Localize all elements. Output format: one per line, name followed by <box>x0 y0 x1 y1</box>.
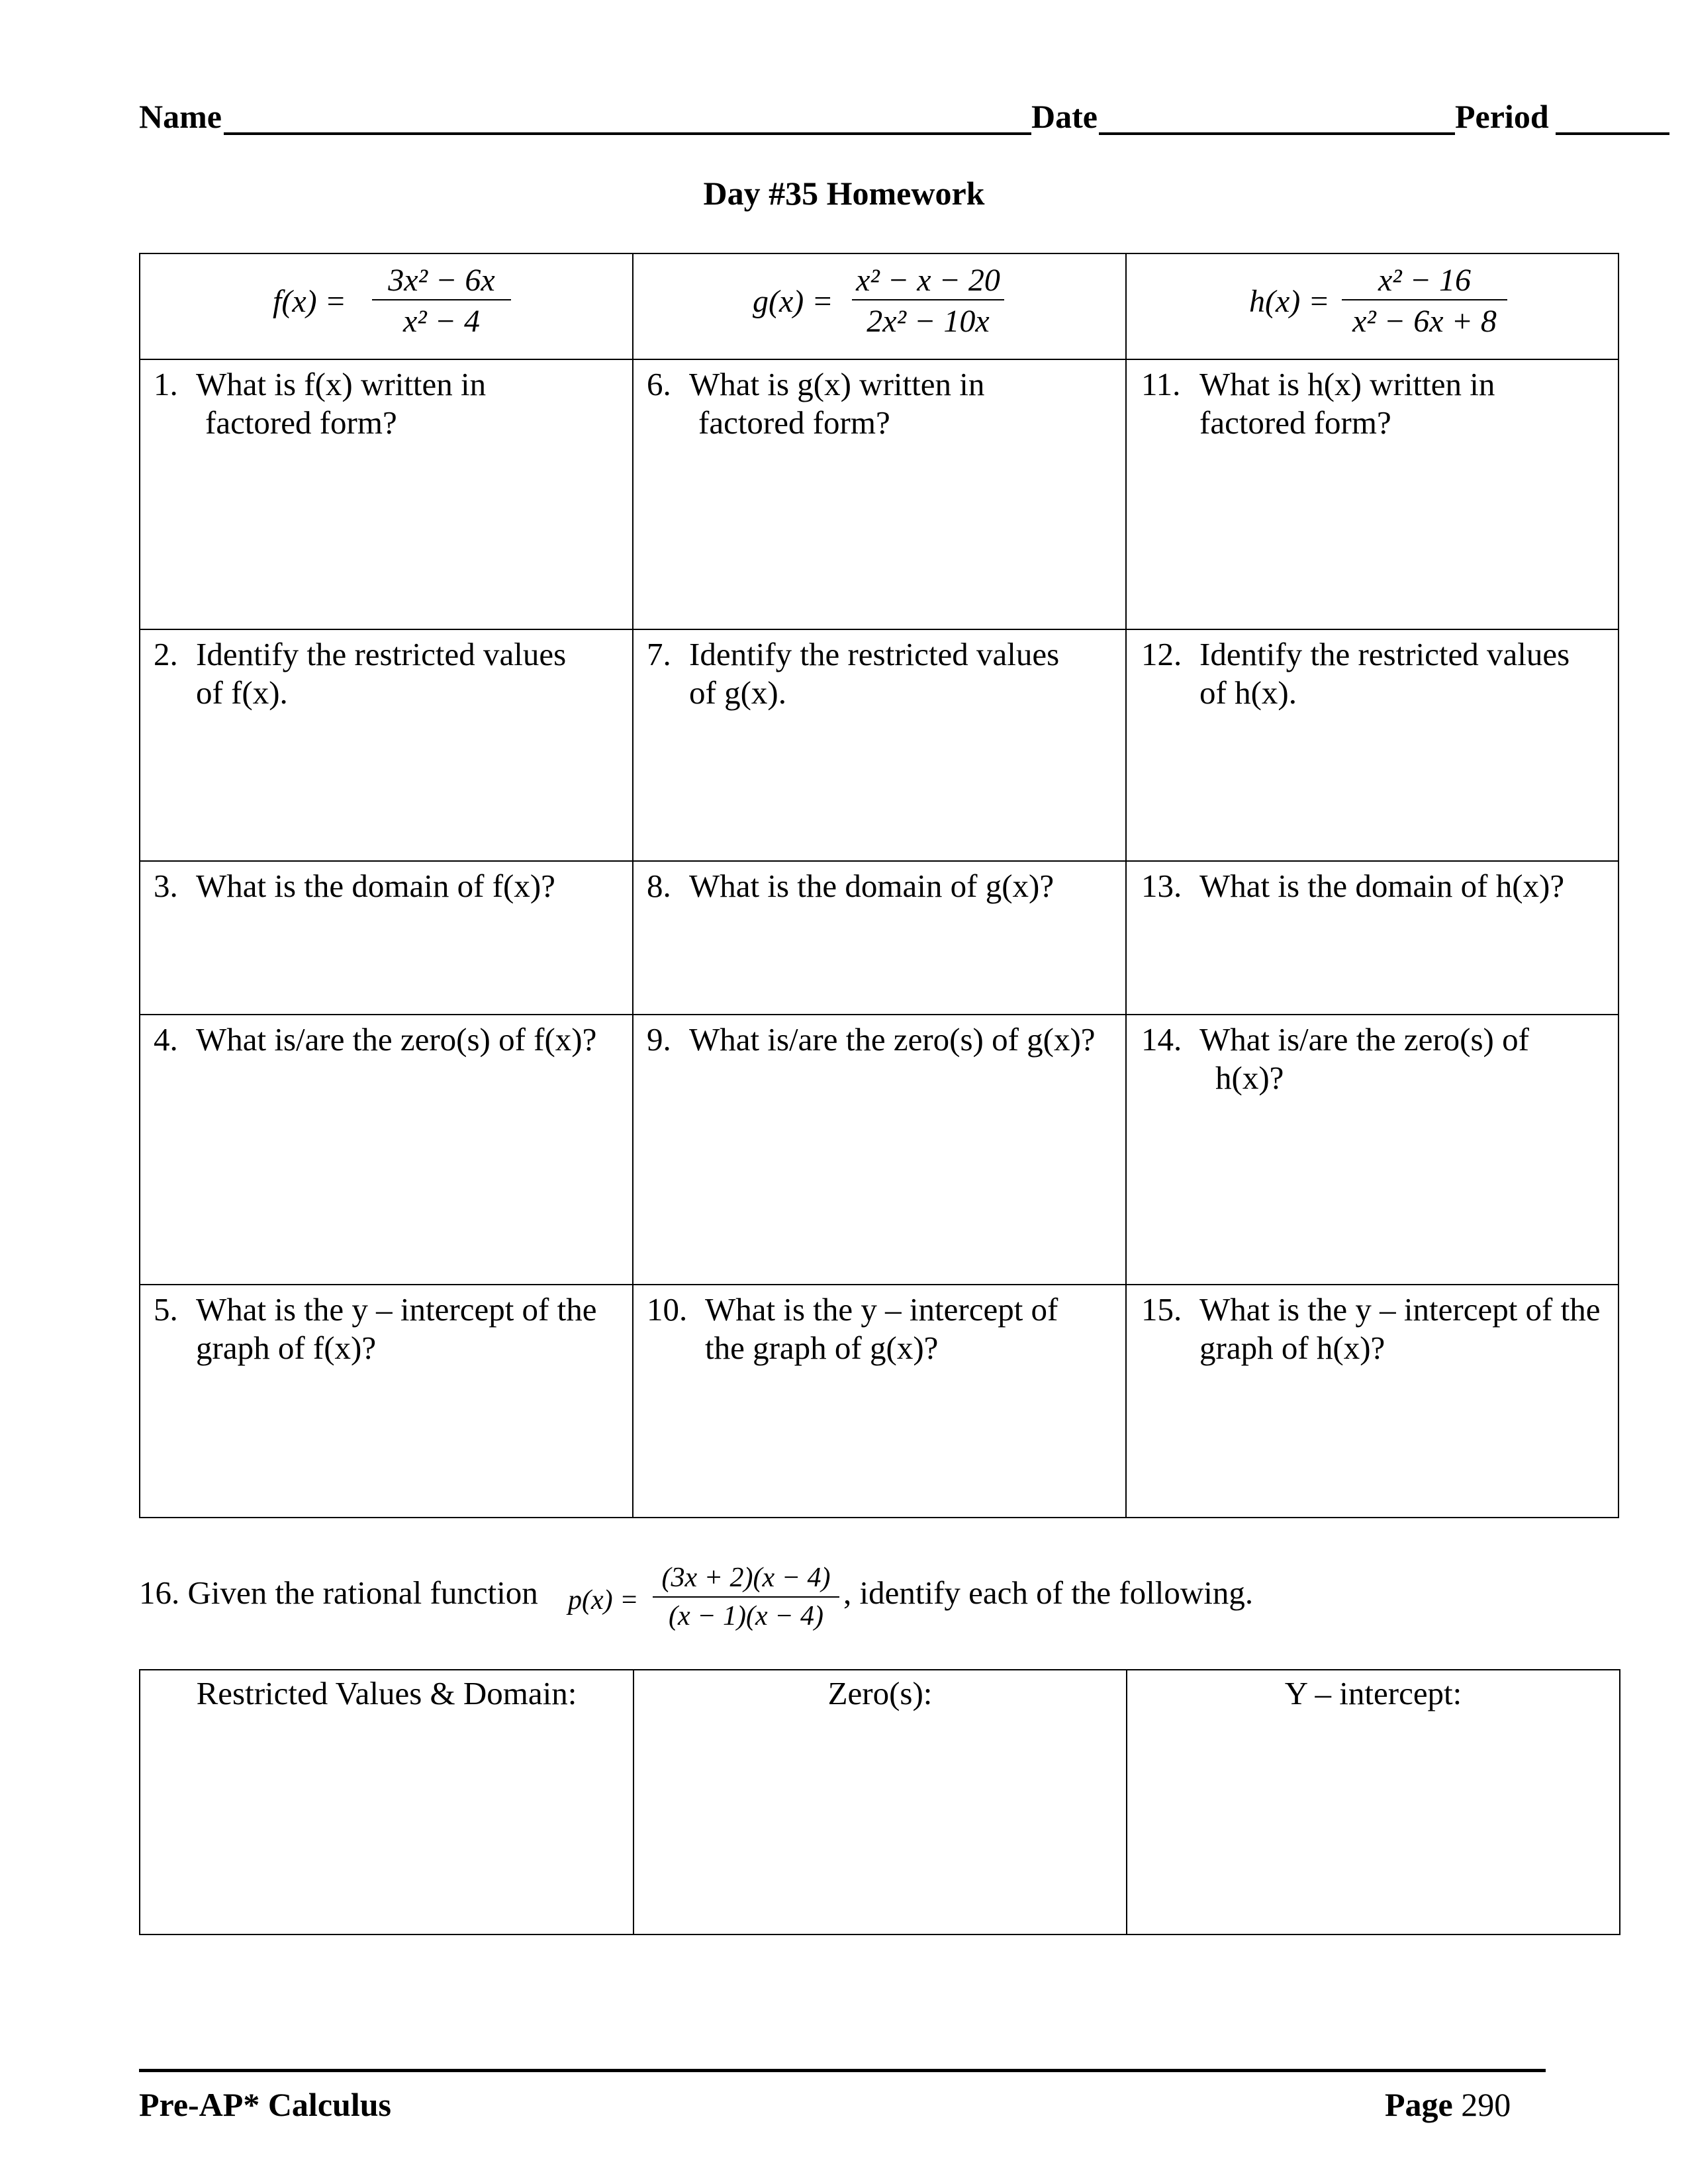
question-number: 12. <box>1141 636 1182 672</box>
f-denominator: x² − 4 <box>402 304 481 339</box>
answer-cell-q13[interactable] <box>1127 862 1619 1015</box>
date-field[interactable] <box>1099 132 1455 135</box>
question-text: factored form? <box>205 404 397 441</box>
answer-cell-q11[interactable] <box>1127 360 1619 630</box>
f-header-cell <box>140 254 633 360</box>
course-name: Pre-AP* Calculus <box>139 2086 391 2123</box>
question-number: 2. <box>154 636 178 672</box>
question-16 <box>139 1562 1595 1641</box>
page-label: Page <box>1385 2086 1453 2123</box>
p-numerator: (3x + 2)(x − 4) <box>661 1563 831 1593</box>
q16-prefix: 16. Given the rational function <box>139 1574 538 1611</box>
f-fraction-bar <box>372 299 511 300</box>
g-header-cell <box>633 254 1127 360</box>
f-numerator: 3x² − 6x <box>388 263 495 298</box>
question-text: What is/are the zero(s) of <box>1199 1021 1529 1058</box>
restricted-values-domain-label: Restricted Values & Domain: <box>196 1675 577 1711</box>
question-text: Identify the restricted values <box>689 636 1060 672</box>
answer-cell-q1[interactable] <box>140 360 633 630</box>
question-number: 11. <box>1141 366 1181 402</box>
y-intercept-label: Y – intercept: <box>1284 1675 1462 1711</box>
answer-cell-q10[interactable] <box>633 1285 1127 1518</box>
page-number <box>1385 2085 1511 2124</box>
g-denominator: 2x² − 10x <box>867 304 990 339</box>
name-field[interactable] <box>224 132 1031 135</box>
period-label: Period <box>1455 98 1549 135</box>
question-text: of f(x). <box>196 674 288 711</box>
period-field[interactable] <box>1556 132 1669 135</box>
footer-rule <box>139 2069 1546 2072</box>
question-number: 15. <box>1141 1291 1182 1328</box>
question-number: 10. <box>647 1291 688 1328</box>
h-numerator: x² − 16 <box>1378 263 1472 298</box>
answer-cell-q5[interactable] <box>140 1285 633 1518</box>
question-number: 9. <box>647 1021 671 1058</box>
answer-cell-q2[interactable] <box>140 630 633 862</box>
p-denominator: (x − 1)(x − 4) <box>669 1601 823 1631</box>
g-lhs: g(x) = <box>753 284 833 319</box>
question-number: 1. <box>154 366 178 402</box>
answer-cell-q8[interactable] <box>633 862 1127 1015</box>
f-lhs: f(x) = <box>273 284 346 319</box>
page-number-value: 290 <box>1461 2086 1511 2123</box>
question-text: graph of h(x)? <box>1199 1330 1385 1366</box>
question-text: factored form? <box>1199 404 1391 441</box>
answer-cell-q14[interactable] <box>1127 1015 1619 1285</box>
h-denominator: x² − 6x + 8 <box>1352 304 1497 339</box>
answer-cell-q12[interactable] <box>1127 630 1619 862</box>
answer-cell-q3[interactable] <box>140 862 633 1015</box>
question-text: of g(x). <box>689 674 786 711</box>
zeros-cell[interactable] <box>634 1670 1127 1935</box>
question-number: 13. <box>1141 868 1182 904</box>
question-text: of h(x). <box>1199 674 1297 711</box>
h-header-cell <box>1127 254 1619 360</box>
answer-cell-q7[interactable] <box>633 630 1127 862</box>
restricted-values-domain-cell[interactable] <box>140 1670 634 1935</box>
question-text: What is h(x) written in <box>1199 366 1495 402</box>
question-text: What is the y – intercept of the <box>1199 1291 1601 1328</box>
question-text: What is g(x) written in <box>689 366 985 402</box>
question-text: factored form? <box>698 404 890 441</box>
question-text: h(x)? <box>1215 1060 1284 1096</box>
h-lhs: h(x) = <box>1249 284 1330 319</box>
answer-cell-q6[interactable] <box>633 360 1127 630</box>
question-text: What is the domain of f(x)? <box>196 868 555 904</box>
question-number: 7. <box>647 636 671 672</box>
zeros-label: Zero(s): <box>827 1675 933 1711</box>
question-text: What is/are the zero(s) of g(x)? <box>689 1021 1096 1058</box>
question-text: What is the domain of g(x)? <box>689 868 1055 904</box>
date-label: Date <box>1031 98 1098 135</box>
question-text: the graph of g(x)? <box>705 1330 939 1366</box>
questions-table <box>139 253 1619 1518</box>
answer-cell-q4[interactable] <box>140 1015 633 1285</box>
question-text: What is the y – intercept of the <box>196 1291 597 1328</box>
answer-cell-q9[interactable] <box>633 1015 1127 1285</box>
answer-cell-q15[interactable] <box>1127 1285 1619 1518</box>
question-text: What is/are the zero(s) of f(x)? <box>196 1021 597 1058</box>
p-fraction-bar <box>653 1596 839 1598</box>
g-numerator: x² − x − 20 <box>856 263 1000 298</box>
name-label: Name <box>139 98 222 135</box>
question-text: graph of f(x)? <box>196 1330 377 1366</box>
question-number: 8. <box>647 868 671 904</box>
p-lhs: p(x) = <box>568 1585 639 1615</box>
question-text: What is the y – intercept of <box>705 1291 1058 1328</box>
question-text: What is the domain of h(x)? <box>1199 868 1565 904</box>
y-intercept-cell[interactable] <box>1127 1670 1620 1935</box>
g-fraction-bar <box>852 299 1004 300</box>
question-number: 5. <box>154 1291 178 1328</box>
question-number: 6. <box>647 366 671 402</box>
question-number: 14. <box>1141 1021 1182 1058</box>
question-text: What is f(x) written in <box>196 366 487 402</box>
question-number: 4. <box>154 1021 178 1058</box>
question-text: Identify the restricted values <box>196 636 567 672</box>
q16-answer-table <box>139 1669 1620 1935</box>
q16-suffix: , identify each of the following. <box>843 1574 1254 1611</box>
question-number: 3. <box>154 868 178 904</box>
page-title: Day #35 Homework <box>703 175 985 212</box>
h-fraction-bar <box>1342 299 1507 300</box>
header-fields <box>139 97 1549 136</box>
question-text: Identify the restricted values <box>1199 636 1570 672</box>
